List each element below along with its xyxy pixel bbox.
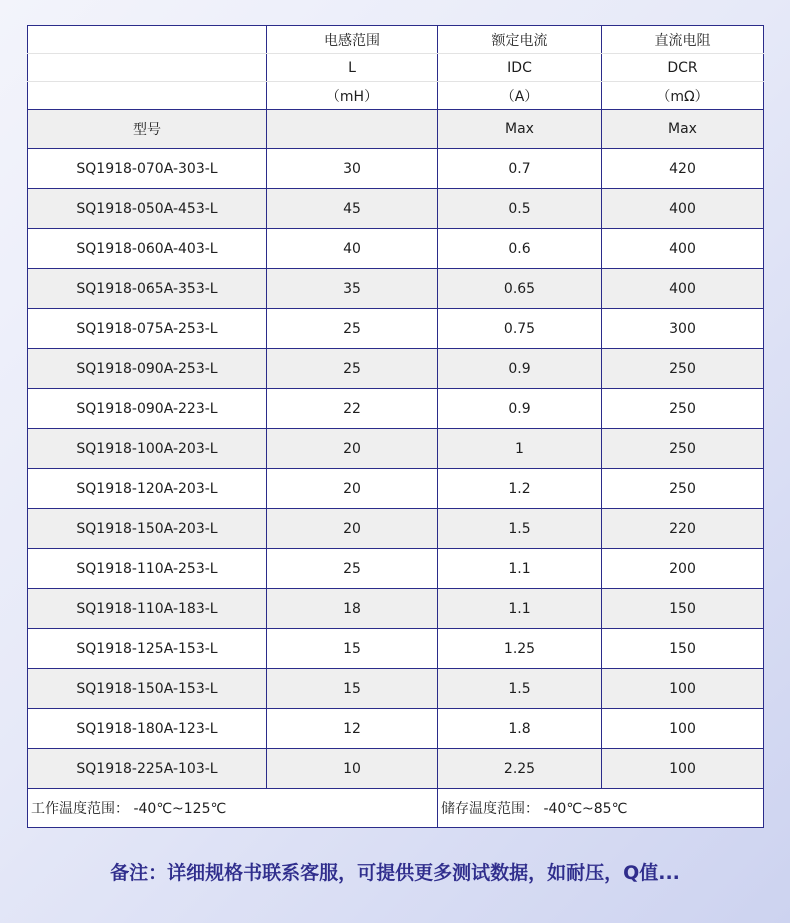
cell-inductance: 20 xyxy=(267,429,438,469)
table-row xyxy=(28,349,764,389)
cell-model: SQ1918-110A-253-L xyxy=(28,549,267,589)
table-row xyxy=(28,229,764,269)
cell-inductance: 25 xyxy=(267,349,438,389)
cell-current: 0.7 xyxy=(438,149,602,189)
cell-resistance: 250 xyxy=(602,389,764,429)
header-cell-dc-resistance: 直流电阻 xyxy=(602,26,764,54)
cell-current: 0.6 xyxy=(438,229,602,269)
cell-inductance: 40 xyxy=(267,229,438,269)
table-row xyxy=(28,509,764,549)
table-row xyxy=(28,669,764,709)
cell-current: 0.9 xyxy=(438,389,602,429)
cell-model: SQ1918-065A-353-L xyxy=(28,269,267,309)
table-row xyxy=(28,309,764,349)
cell-inductance: 25 xyxy=(267,309,438,349)
header-cell-unit-mh: （mH） xyxy=(267,82,438,110)
header-cell-inductance: 电感范围 xyxy=(267,26,438,54)
header-cell-max: Max xyxy=(438,110,602,149)
cell-inductance: 22 xyxy=(267,389,438,429)
cell-resistance: 250 xyxy=(602,349,764,389)
cell-model: SQ1918-070A-303-L xyxy=(28,149,267,189)
header-row-symbol xyxy=(28,54,764,82)
header-row-name xyxy=(28,26,764,54)
table-row xyxy=(28,429,764,469)
cell-current: 1 xyxy=(438,429,602,469)
cell-model: SQ1918-225A-103-L xyxy=(28,749,267,789)
cell-model: SQ1918-090A-253-L xyxy=(28,349,267,389)
cell-current: 1.2 xyxy=(438,469,602,509)
cell-inductance: 12 xyxy=(267,709,438,749)
cell-current: 1.5 xyxy=(438,509,602,549)
operating-temp-range: 工作温度范围： -40℃~125℃ xyxy=(28,789,438,828)
cell-inductance: 18 xyxy=(267,589,438,629)
table-row xyxy=(28,749,764,789)
table-row xyxy=(28,589,764,629)
header-cell xyxy=(28,82,267,110)
cell-current: 1.25 xyxy=(438,629,602,669)
cell-resistance: 100 xyxy=(602,669,764,709)
header-cell-unit-a: （A） xyxy=(438,82,602,110)
table-row xyxy=(28,269,764,309)
header-row-unit xyxy=(28,82,764,110)
cell-resistance: 200 xyxy=(602,549,764,589)
table-row xyxy=(28,189,764,229)
cell-resistance: 250 xyxy=(602,469,764,509)
storage-temp-range: 储存温度范围： -40℃~85℃ xyxy=(438,789,764,828)
cell-model: SQ1918-150A-203-L xyxy=(28,509,267,549)
cell-current: 1.8 xyxy=(438,709,602,749)
cell-current: 1.1 xyxy=(438,549,602,589)
cell-current: 0.65 xyxy=(438,269,602,309)
note-text: 备注：详细规格书联系客服，可提供更多测试数据，如耐压，Q值... xyxy=(110,862,680,884)
header-cell-symbol-dcr: DCR xyxy=(602,54,764,82)
cell-current: 0.75 xyxy=(438,309,602,349)
cell-inductance: 25 xyxy=(267,549,438,589)
header-cell-rated-current: 额定电流 xyxy=(438,26,602,54)
cell-resistance: 400 xyxy=(602,269,764,309)
cell-model: SQ1918-100A-203-L xyxy=(28,429,267,469)
spec-table xyxy=(27,25,764,828)
cell-model: SQ1918-180A-123-L xyxy=(28,709,267,749)
header-row-model xyxy=(28,110,764,149)
footer-row xyxy=(28,789,764,828)
cell-model: SQ1918-075A-253-L xyxy=(28,309,267,349)
cell-resistance: 400 xyxy=(602,229,764,269)
header-cell-model: 型号 xyxy=(28,110,267,149)
table-row xyxy=(28,549,764,589)
header-cell-unit-mohm: （mΩ） xyxy=(602,82,764,110)
cell-resistance: 100 xyxy=(602,749,764,789)
cell-model: SQ1918-120A-203-L xyxy=(28,469,267,509)
header-cell-max: Max xyxy=(602,110,764,149)
cell-resistance: 420 xyxy=(602,149,764,189)
table-row xyxy=(28,149,764,189)
header-cell xyxy=(28,54,267,82)
cell-resistance: 400 xyxy=(602,189,764,229)
header-cell-symbol-idc: IDC xyxy=(438,54,602,82)
cell-inductance: 20 xyxy=(267,469,438,509)
cell-resistance: 100 xyxy=(602,709,764,749)
table-row xyxy=(28,629,764,669)
table-row xyxy=(28,389,764,429)
table-row xyxy=(28,469,764,509)
cell-model: SQ1918-150A-153-L xyxy=(28,669,267,709)
cell-current: 0.9 xyxy=(438,349,602,389)
cell-model: SQ1918-110A-183-L xyxy=(28,589,267,629)
table-row xyxy=(28,709,764,749)
cell-inductance: 15 xyxy=(267,629,438,669)
cell-model: SQ1918-060A-403-L xyxy=(28,229,267,269)
header-cell-symbol-l: L xyxy=(267,54,438,82)
cell-current: 2.25 xyxy=(438,749,602,789)
cell-model: SQ1918-090A-223-L xyxy=(28,389,267,429)
cell-inductance: 15 xyxy=(267,669,438,709)
cell-model: SQ1918-050A-453-L xyxy=(28,189,267,229)
cell-inductance: 10 xyxy=(267,749,438,789)
cell-current: 0.5 xyxy=(438,189,602,229)
cell-current: 1.5 xyxy=(438,669,602,709)
header-cell xyxy=(267,110,438,149)
cell-model: SQ1918-125A-153-L xyxy=(28,629,267,669)
cell-inductance: 20 xyxy=(267,509,438,549)
header-cell xyxy=(28,26,267,54)
cell-inductance: 35 xyxy=(267,269,438,309)
cell-inductance: 30 xyxy=(267,149,438,189)
cell-resistance: 150 xyxy=(602,629,764,669)
cell-inductance: 45 xyxy=(267,189,438,229)
cell-resistance: 250 xyxy=(602,429,764,469)
cell-current: 1.1 xyxy=(438,589,602,629)
cell-resistance: 220 xyxy=(602,509,764,549)
cell-resistance: 150 xyxy=(602,589,764,629)
cell-resistance: 300 xyxy=(602,309,764,349)
